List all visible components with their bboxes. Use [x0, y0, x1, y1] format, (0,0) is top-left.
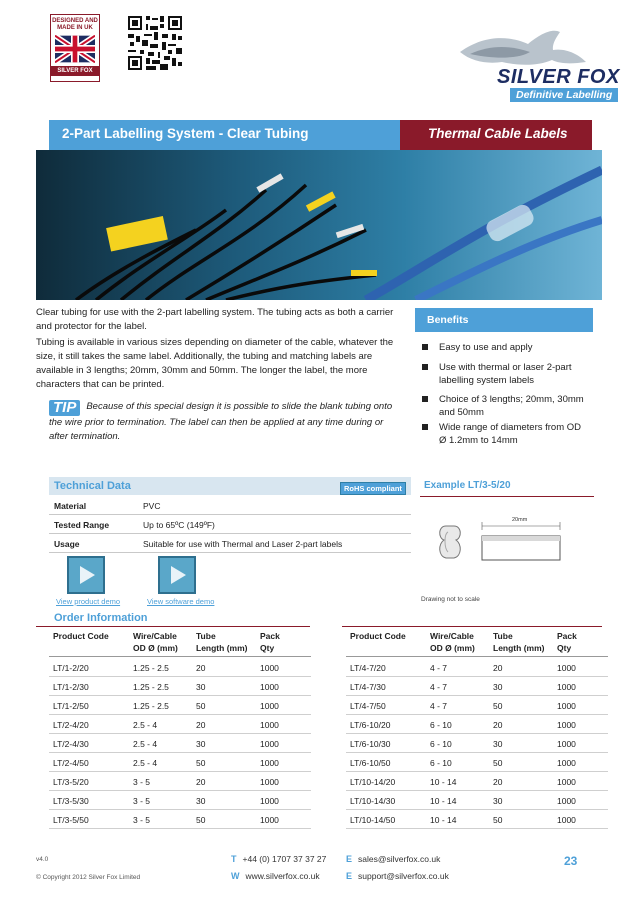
- table-cell: 20: [196, 720, 206, 730]
- table-cell: LT/2-4/50: [53, 758, 89, 768]
- tech-value: PVC: [143, 501, 161, 511]
- example-title: Example LT/3-5/20: [424, 480, 511, 491]
- table-row: [49, 677, 311, 696]
- table-cell: 1.25 - 2.5: [133, 701, 169, 711]
- tip-text: Because of this special design it is possible to slide the blank tubing onto the wire prior to termination. The label can then be applied at any time during or after termination.: [49, 401, 393, 442]
- table-cell: 10 - 14: [430, 777, 457, 787]
- table-cell: 4 - 7: [430, 701, 448, 711]
- example-divider: [420, 496, 594, 497]
- bullet-icon: [422, 344, 428, 350]
- tech-key: Tested Range: [54, 520, 110, 530]
- benefit-item: [422, 361, 590, 387]
- table-header-line: Length (mm): [493, 643, 545, 653]
- rohs-badge: RoHS compliant: [340, 482, 406, 495]
- table-cell: 3 - 5: [133, 796, 151, 806]
- order-divider-right: [342, 626, 602, 627]
- page-number: 23: [564, 854, 578, 868]
- table-cell: 4 - 7: [430, 663, 448, 673]
- table-cell: LT/10-14/20: [350, 777, 396, 787]
- product-category: Thermal Cable Labels: [428, 126, 568, 141]
- cable-photo-illustration: [36, 150, 602, 300]
- table-cell: LT/2-4/20: [53, 720, 89, 730]
- email-label: E: [346, 854, 353, 864]
- table-header: [260, 630, 280, 654]
- order-table-left: [49, 630, 311, 830]
- table-cell: 6 - 10: [430, 720, 452, 730]
- sales-email-link[interactable]: sales@silverfox.co.uk: [358, 854, 441, 864]
- table-cell: 4 - 7: [430, 682, 448, 692]
- table-cell: 1000: [260, 720, 279, 730]
- table-header: [557, 630, 577, 654]
- table-row: [346, 658, 608, 677]
- table-cell: 1000: [557, 815, 576, 825]
- table-cell: LT/6-10/50: [350, 758, 391, 768]
- benefits-header: [415, 308, 593, 332]
- bullet-icon: [422, 396, 428, 402]
- hero-image-cables: [36, 150, 602, 300]
- table-cell: 20: [196, 777, 206, 787]
- table-row: [346, 772, 608, 791]
- intro-paragraph-1: Clear tubing for use with the 2-part labelling system. The tubing acts as both a carrier and protector for the label.: [36, 307, 394, 332]
- benefit-text: Easy to use and apply: [439, 342, 533, 353]
- drawing-note: Drawing not to scale: [421, 596, 480, 603]
- page-title: 2-Part Labelling System - Clear Tubing: [62, 126, 309, 141]
- table-cell: 3 - 5: [133, 815, 151, 825]
- table-cell: 1000: [260, 682, 279, 692]
- table-cell: 30: [493, 739, 503, 749]
- table-header-divider: [49, 656, 311, 657]
- version-label: v4.0: [36, 856, 49, 863]
- table-cell: LT/1-2/50: [53, 701, 89, 711]
- logo-brand-name: SILVER FOX: [497, 66, 620, 88]
- table-cell: LT/3-5/20: [53, 777, 89, 787]
- bullet-icon: [422, 424, 428, 430]
- table-header-line: Length (mm): [196, 643, 248, 653]
- table-row: [346, 696, 608, 715]
- view-product-demo-link[interactable]: View product demo: [56, 597, 121, 606]
- benefit-item: [422, 341, 590, 354]
- intro-paragraph-2: Tubing is available in various sizes depending on diameter of the cable, whatever the size, it still takes the same label. Additionally, the tubing and matching labels are available in 3 lengths; 20mm, 30mm and 50mm. The longer the label, the more characters that can be printed.: [36, 337, 394, 390]
- table-cell: 1000: [260, 701, 279, 711]
- table-header-line: Tube: [196, 631, 216, 641]
- table-cell: 50: [196, 815, 206, 825]
- view-software-demo-link[interactable]: View software demo: [147, 597, 215, 606]
- table-header-line: Wire/Cable: [133, 631, 177, 641]
- table-row: [346, 810, 608, 829]
- table-header: [350, 630, 406, 642]
- table-cell: LT/4-7/20: [350, 663, 386, 673]
- email-label: E: [346, 871, 353, 881]
- tip-icon: TIP: [49, 400, 80, 416]
- footer-support-email: [346, 871, 449, 881]
- table-cell: 30: [196, 682, 206, 692]
- table-cell: 20: [196, 663, 206, 673]
- table-cell: 1000: [557, 758, 576, 768]
- table-header-line: Product Code: [350, 631, 406, 641]
- table-cell: 1.25 - 2.5: [133, 682, 169, 692]
- dimension-label: 20mm: [512, 517, 528, 523]
- union-flag-icon: [55, 35, 95, 63]
- table-cell: LT/10-14/50: [350, 815, 396, 825]
- table-cell: 30: [196, 739, 206, 749]
- table-cell: 1000: [260, 739, 279, 749]
- table-cell: 6 - 10: [430, 739, 452, 749]
- phone-number: +44 (0) 1707 37 37 27: [242, 854, 327, 864]
- table-header: [133, 630, 178, 654]
- tech-value: Suitable for use with Thermal and Laser 2-part labels: [143, 539, 343, 549]
- table-cell: 1000: [260, 815, 279, 825]
- table-row: [346, 715, 608, 734]
- table-cell: 50: [493, 815, 503, 825]
- table-header-line: Tube: [493, 631, 513, 641]
- bullet-icon: [422, 364, 428, 370]
- table-cell: LT/1-2/30: [53, 682, 89, 692]
- table-cell: 1000: [557, 796, 576, 806]
- table-cell: 2.5 - 4: [133, 739, 158, 749]
- order-table-right: [346, 630, 608, 830]
- table-cell: 10 - 14: [430, 796, 457, 806]
- example-tube-drawing: [434, 512, 564, 576]
- table-header-line: Qty: [260, 643, 275, 653]
- table-row: [49, 753, 311, 772]
- table-cell: 1000: [260, 796, 279, 806]
- table-cell: 50: [493, 758, 503, 768]
- tech-value: Up to 65ºC (149ºF): [143, 520, 215, 530]
- order-information-title: Order Information: [54, 612, 148, 624]
- tech-row-usage: [49, 534, 411, 553]
- table-row: [49, 658, 311, 677]
- benefit-item: [422, 421, 590, 447]
- benefit-item: [422, 393, 590, 419]
- table-cell: 1.25 - 2.5: [133, 663, 169, 673]
- benefit-text: Choice of 3 lengths; 20mm, 30mm and 50mm: [439, 394, 584, 418]
- table-row: [49, 715, 311, 734]
- table-cell: 1000: [557, 682, 576, 692]
- table-cell: 50: [196, 758, 206, 768]
- table-cell: LT/6-10/30: [350, 739, 391, 749]
- table-cell: 1000: [557, 777, 576, 787]
- table-row: [49, 772, 311, 791]
- table-header-line: Qty: [557, 643, 572, 653]
- table-cell: LT/10-14/30: [350, 796, 396, 806]
- table-cell: 30: [493, 682, 503, 692]
- table-cell: LT/6-10/20: [350, 720, 391, 730]
- copyright-text: © Copyright 2012 Silver Fox Limited: [36, 874, 141, 881]
- web-label: W: [231, 871, 240, 881]
- software-demo-icon[interactable]: [158, 556, 196, 594]
- table-row: [346, 734, 608, 753]
- table-cell: LT/4-7/30: [350, 682, 386, 692]
- table-cell: 30: [196, 796, 206, 806]
- table-cell: 3 - 5: [133, 777, 151, 787]
- product-demo-icon[interactable]: [67, 556, 105, 594]
- table-header: [430, 630, 475, 654]
- table-header-line: Product Code: [53, 631, 109, 641]
- qr-code[interactable]: [126, 14, 184, 72]
- table-cell: 1000: [557, 663, 576, 673]
- table-header: [196, 630, 247, 654]
- table-cell: 1000: [557, 739, 576, 749]
- table-cell: 1000: [557, 701, 576, 711]
- technical-data-title: Technical Data: [54, 480, 131, 492]
- footer-sales-email: [346, 854, 440, 864]
- table-cell: 20: [493, 663, 503, 673]
- table-row: [49, 810, 311, 829]
- table-cell: LT/1-2/20: [53, 663, 89, 673]
- tech-key: Material: [54, 501, 87, 511]
- table-row: [49, 734, 311, 753]
- table-cell: 6 - 10: [430, 758, 452, 768]
- table-cell: 2.5 - 4: [133, 720, 158, 730]
- table-cell: 30: [493, 796, 503, 806]
- tech-key: Usage: [54, 539, 80, 549]
- table-cell: 1000: [260, 777, 279, 787]
- table-row: [346, 677, 608, 696]
- table-cell: 10 - 14: [430, 815, 457, 825]
- badge-text-line1: DESIGNED AND: [52, 18, 98, 24]
- table-cell: LT/3-5/50: [53, 815, 89, 825]
- table-cell: 20: [493, 720, 503, 730]
- tip-box: [49, 400, 404, 444]
- table-cell: LT/3-5/30: [53, 796, 89, 806]
- website-link[interactable]: www.silverfox.co.uk: [245, 871, 320, 881]
- badge-brand: SILVER FOX: [51, 66, 99, 76]
- table-cell: LT/2-4/30: [53, 739, 89, 749]
- table-header: [53, 630, 109, 642]
- footer-web: [231, 871, 320, 881]
- badge-text-line2: MADE IN UK: [57, 25, 93, 31]
- table-cell: 50: [196, 701, 206, 711]
- tech-row-tested-range: [49, 515, 411, 534]
- logo-tagline: Definitive Labelling: [510, 88, 618, 102]
- table-header: [493, 630, 544, 654]
- tech-row-material: [49, 496, 411, 515]
- order-divider-left: [36, 626, 310, 627]
- benefits-title: Benefits: [427, 314, 469, 326]
- table-cell: 2.5 - 4: [133, 758, 158, 768]
- footer-phone: [231, 854, 326, 864]
- table-header-divider: [346, 656, 608, 657]
- table-row: [49, 791, 311, 810]
- table-header-line: Pack: [260, 631, 280, 641]
- benefit-text: Use with thermal or laser 2-part labelling system labels: [439, 362, 572, 386]
- table-row: [49, 696, 311, 715]
- table-row: [346, 753, 608, 772]
- designed-made-in-uk-badge: [50, 14, 100, 82]
- table-header-line: Pack: [557, 631, 577, 641]
- table-cell: 20: [493, 777, 503, 787]
- benefit-text: Wide range of diameters from OD Ø 1.2mm to 14mm: [439, 422, 582, 446]
- table-row: [346, 791, 608, 810]
- table-cell: 1000: [260, 663, 279, 673]
- table-cell: 1000: [260, 758, 279, 768]
- table-cell: 1000: [557, 720, 576, 730]
- phone-label: T: [231, 854, 237, 864]
- support-email-link[interactable]: support@silverfox.co.uk: [358, 871, 449, 881]
- table-header-line: Wire/Cable: [430, 631, 474, 641]
- table-cell: LT/4-7/50: [350, 701, 386, 711]
- table-header-line: OD Ø (mm): [133, 643, 178, 653]
- table-header-line: OD Ø (mm): [430, 643, 475, 653]
- table-cell: 50: [493, 701, 503, 711]
